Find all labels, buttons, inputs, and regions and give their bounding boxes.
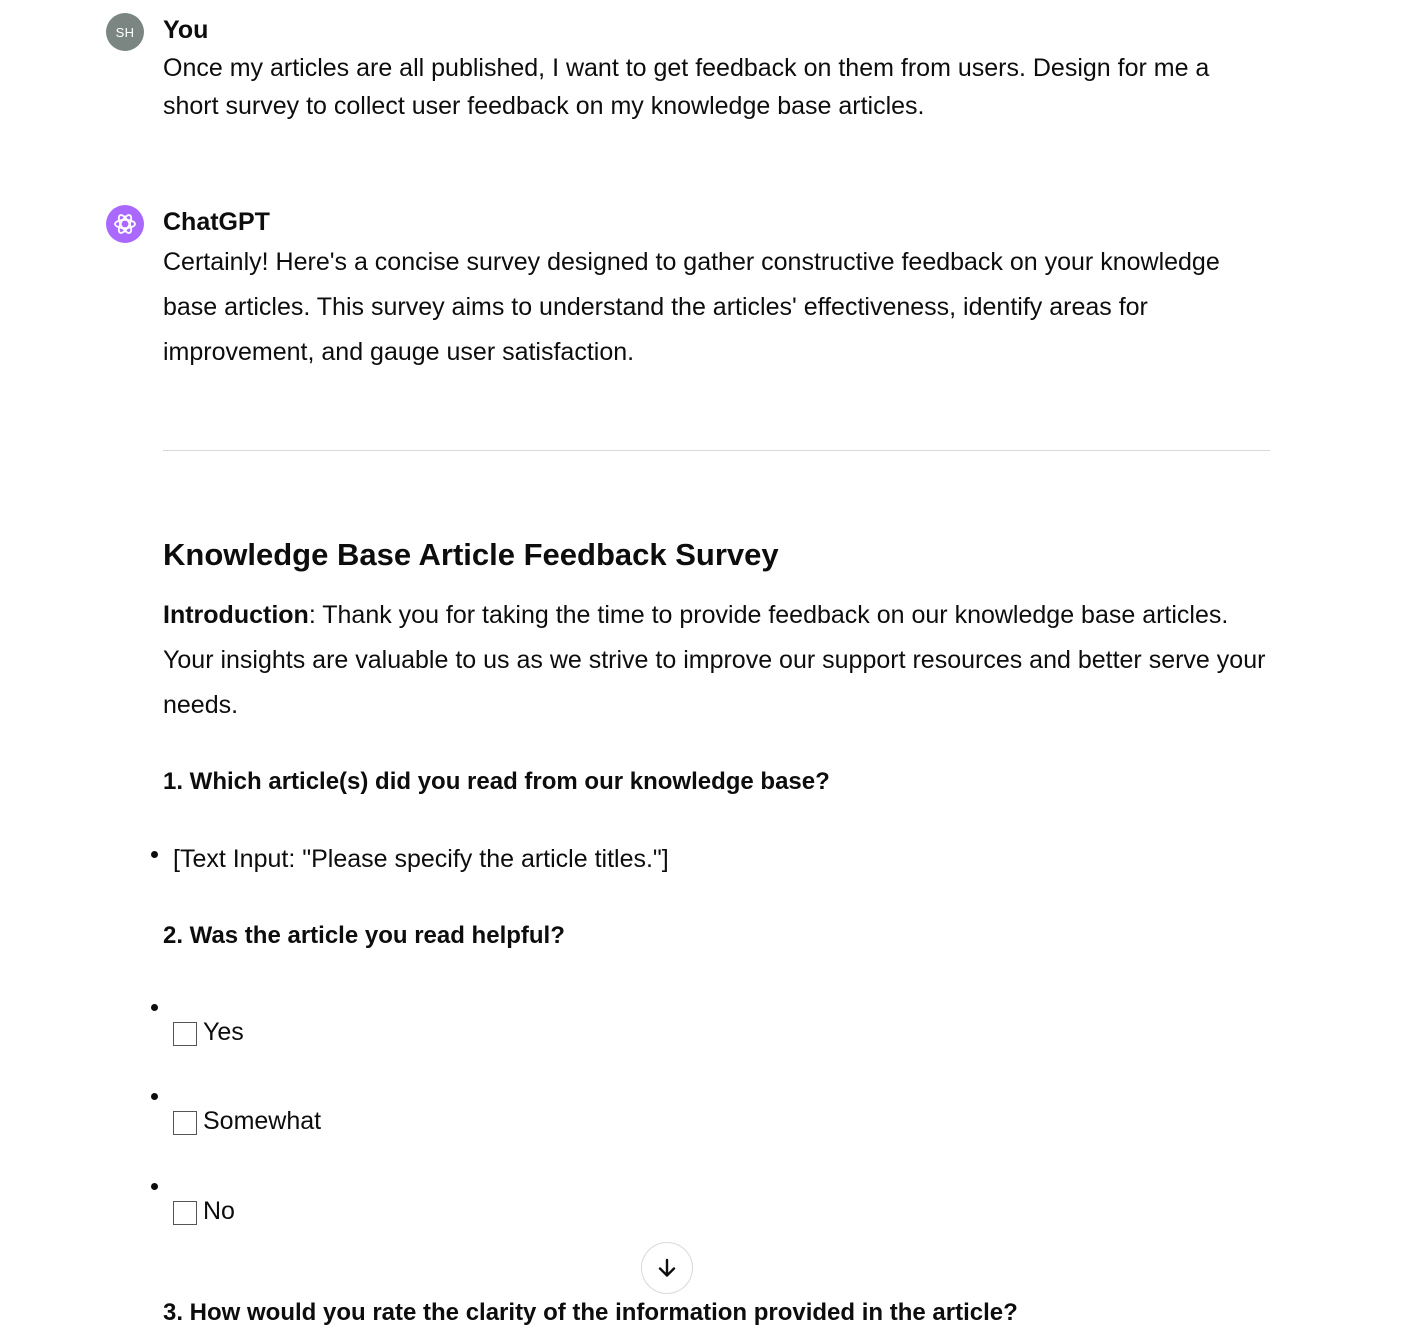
survey-option-no [173, 1194, 235, 1228]
assistant-author-name: ChatGPT [163, 208, 270, 236]
openai-logo-icon [112, 211, 138, 237]
list-bullet [151, 1093, 158, 1100]
assistant-intro-message: Certainly! Here's a concise survey designed to gather constructive feedback on your knowledge base articles. This survey aims to understand the articles' effectiveness, identify areas for improvement, and gauge user satisfaction. [163, 248, 1220, 366]
survey-title: Knowledge Base Article Feedback Survey [163, 537, 779, 572]
arrow-down-icon [655, 1256, 679, 1280]
survey-option-label: Somewhat [203, 1107, 322, 1135]
survey-introduction-label: Introduction [163, 601, 309, 629]
survey-option-yes [173, 1015, 244, 1049]
list-bullet [151, 851, 158, 858]
checkbox-icon[interactable] [173, 1111, 197, 1135]
survey-question-2: 2. Was the article you read helpful? [163, 922, 565, 949]
survey-question-3: 3. How would you rate the clarity of the information provided in the article? [163, 1299, 1018, 1326]
user-message: Once my articles are all published, I want to get feedback on them from users. Design for me a short survey to collect user feedback on my knowledge base articles. [163, 54, 1210, 120]
list-bullet [151, 1004, 158, 1011]
assistant-avatar [106, 205, 144, 243]
list-bullet [151, 1183, 158, 1190]
survey-option-label: No [203, 1197, 235, 1225]
survey-option-label: Yes [203, 1018, 244, 1046]
survey-introduction-text: : Thank you for taking the time to provide feedback on our knowledge base articles. Your insights are valuable to us as we strive to improve our support resources and better serve your needs. [163, 601, 1266, 719]
user-avatar [106, 13, 144, 51]
survey-answer-1-text-input: [Text Input: "Please specify the article titles."] [173, 845, 669, 873]
checkbox-icon[interactable] [173, 1022, 197, 1046]
survey-question-1: 1. Which article(s) did you read from our knowledge base? [163, 768, 830, 795]
user-avatar-initials: SH [115, 24, 135, 40]
survey-option-somewhat [173, 1104, 321, 1138]
survey-introduction [163, 593, 1270, 728]
scroll-to-bottom-button[interactable] [641, 1242, 693, 1294]
horizontal-divider [163, 450, 1270, 451]
checkbox-icon[interactable] [173, 1201, 197, 1225]
user-author-name: You [163, 16, 209, 44]
